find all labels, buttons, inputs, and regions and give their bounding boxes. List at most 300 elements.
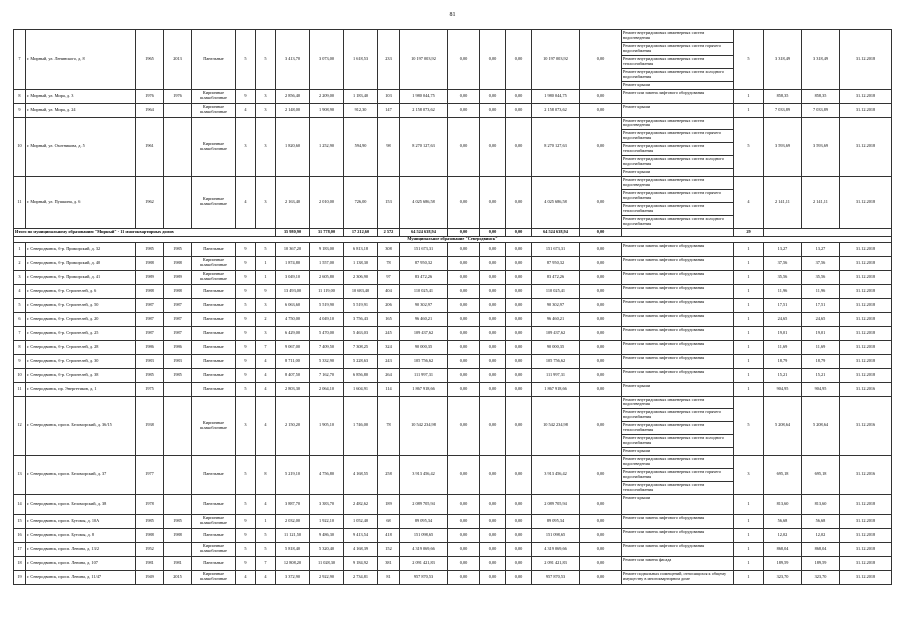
- table-cell: 15,21: [764, 368, 802, 382]
- table-cell: 56,68: [802, 514, 840, 528]
- table-cell: 0,00: [506, 89, 532, 103]
- table-cell: 151 098,65: [532, 528, 580, 542]
- table-cell: Панельные: [192, 284, 236, 298]
- table-cell: 4 049,10: [310, 312, 344, 326]
- table-cell: 0,00: [506, 382, 532, 396]
- table-cell: 19,01: [764, 326, 802, 340]
- table-cell: 7 409,50: [310, 340, 344, 354]
- table-cell: 0,00: [506, 312, 532, 326]
- table-cell: 7: [256, 340, 276, 354]
- table-cell: 8 270 127,63: [532, 117, 580, 177]
- table-cell: 1981: [164, 556, 192, 570]
- table-cell: 1988: [164, 284, 192, 298]
- table-cell: 0,00: [448, 556, 480, 570]
- works-cell: [622, 30, 734, 90]
- work-item: Ремонт внутридомовых инженерных систем водоотведения: [622, 456, 733, 469]
- table-cell: Кирпичные шлакоблочные: [192, 396, 236, 456]
- table-cell: 5 208,64: [764, 396, 802, 456]
- table-cell: 0,00: [580, 340, 622, 354]
- work-item: Ремонт крыши: [623, 103, 651, 109]
- row-number: 7: [14, 326, 26, 340]
- table-cell: 31 778,00: [310, 228, 344, 236]
- table-cell: 10 367,20: [276, 242, 310, 256]
- table-cell: 0,00: [506, 528, 532, 542]
- works-cell: [622, 89, 734, 103]
- table-cell: 31.12.2018: [840, 242, 892, 256]
- table-row: [14, 396, 892, 456]
- works-cell: [622, 177, 734, 229]
- table-cell: 0,00: [580, 228, 622, 236]
- table-row: [14, 542, 892, 556]
- table-cell: 31.12.2016: [840, 382, 892, 396]
- work-item: Ремонт внутридомовых инженерных систем водоотведения: [622, 30, 733, 43]
- table-cell: 4 319 069,66: [532, 542, 580, 556]
- table-cell: 0,00: [448, 256, 480, 270]
- table-cell: 87 950,32: [400, 256, 448, 270]
- table-cell: 0,00: [480, 542, 506, 556]
- table-cell: 4 168,39: [344, 542, 378, 556]
- table-cell: 1988: [136, 256, 164, 270]
- work-item: Ремонт внутридомовых инженерных систем холодного водоснабжения: [622, 69, 733, 82]
- table-cell: 1989: [164, 270, 192, 284]
- table-cell: 912,30: [344, 103, 378, 117]
- table-cell: 2 605,80: [310, 270, 344, 284]
- table-cell: 0,00: [580, 456, 622, 495]
- table-cell: 97: [378, 270, 400, 284]
- work-item: Ремонт крыши: [623, 169, 651, 174]
- table-cell: 0,00: [506, 298, 532, 312]
- table-cell: 1 557,00: [310, 256, 344, 270]
- work-item: Ремонт внутридомовых инженерных систем теплоснабжения: [623, 481, 705, 492]
- table-cell: 0,00: [580, 256, 622, 270]
- table-cell: 4: [236, 570, 256, 584]
- table-cell: Панельные: [192, 382, 236, 396]
- work-item: Ремонт внутридомовых инженерных систем водоотведения: [622, 118, 733, 131]
- table-cell: 9: [236, 89, 256, 103]
- address-cell: г. Северодвинск, просп. Бутомы, д. 8: [26, 528, 136, 542]
- table-cell: 813,60: [764, 494, 802, 514]
- address-cell: г. Мирный, ул. Пушкина, д. 6: [26, 177, 136, 229]
- table-cell: 418: [378, 528, 400, 542]
- table-cell: 0,00: [480, 528, 506, 542]
- table-cell: 0,00: [506, 270, 532, 284]
- table-cell: 0,00: [580, 570, 622, 584]
- table-cell: 1961: [136, 117, 164, 177]
- table-cell: 78: [378, 256, 400, 270]
- row-number: 12: [14, 396, 26, 456]
- table-cell: 0,00: [480, 284, 506, 298]
- works-cell: [622, 368, 734, 382]
- works-cell: [622, 117, 734, 177]
- table-cell: 5: [256, 542, 276, 556]
- row-number: 14: [14, 494, 26, 514]
- table-cell: 11 028,30: [310, 556, 344, 570]
- table-cell: 3 318,49: [802, 30, 840, 90]
- table-cell: 31.12.2018: [840, 514, 892, 528]
- address-cell: г. Северодвинск, б-р. Строителей, д. 50: [26, 298, 136, 312]
- table-cell: 1987: [164, 298, 192, 312]
- address-cell: г. Северодвинск, б-р. Приморский, д. 32: [26, 242, 136, 256]
- table-cell: 31.12.2018: [840, 312, 892, 326]
- table-cell: 18,79: [764, 354, 802, 368]
- table-cell: 308: [378, 242, 400, 256]
- table-cell: 56,68: [764, 514, 802, 528]
- table-cell: 9 184,92: [344, 556, 378, 570]
- table-cell: 9: [236, 256, 256, 270]
- table-cell: 4: [256, 368, 276, 382]
- table-cell: 243: [378, 354, 400, 368]
- table-cell: 2 064,10: [310, 382, 344, 396]
- table-cell: 9: [236, 368, 256, 382]
- table-cell: 858,35: [764, 89, 802, 103]
- table-cell: 1952: [136, 542, 164, 556]
- table-cell: 5 208,64: [802, 396, 840, 456]
- table-cell: 9: [236, 528, 256, 542]
- work-item: Ремонт или замена лифтового оборудования: [623, 340, 705, 346]
- table-cell: 1976: [136, 89, 164, 103]
- table-cell: 110 025,41: [400, 284, 448, 298]
- table-cell: Кирпичные шлакоблочные: [192, 177, 236, 229]
- table-cell: 0,00: [448, 396, 480, 456]
- table-cell: 1 874,80: [276, 256, 310, 270]
- section-title: Муниципальное образование "Северодвинск": [14, 236, 892, 242]
- table-cell: Панельные: [192, 242, 236, 256]
- table-cell: 9 486,30: [310, 528, 344, 542]
- table-row: [14, 312, 892, 326]
- table-cell: 0,00: [448, 30, 480, 90]
- row-number: 8: [14, 89, 26, 103]
- table-cell: 2 010,00: [310, 177, 344, 229]
- table-cell: 0,00: [580, 312, 622, 326]
- table-cell: 11,96: [764, 284, 802, 298]
- table-cell: 0,00: [506, 570, 532, 584]
- table-cell: 6 063,60: [276, 298, 310, 312]
- table-cell: 5 228,63: [344, 354, 378, 368]
- table-cell: 0,00: [448, 284, 480, 298]
- table-cell: 152: [378, 542, 400, 556]
- table-cell: 31.12.2018: [840, 570, 892, 584]
- table-cell: 5: [236, 30, 256, 90]
- table-cell: 1 820,60: [276, 117, 310, 177]
- table-cell: 3 593,69: [802, 117, 840, 177]
- table-cell: 5: [236, 542, 256, 556]
- table-cell: 4: [256, 354, 276, 368]
- table-cell: 1988: [164, 528, 192, 542]
- row-number: 6: [14, 312, 26, 326]
- table-cell: 9: [236, 270, 256, 284]
- table-row: [14, 270, 892, 284]
- table-cell: 15,21: [802, 368, 840, 382]
- table-cell: 1 604,91: [344, 382, 378, 396]
- table-cell: 9: [236, 514, 256, 528]
- table-cell: 1: [256, 256, 276, 270]
- table-cell: 2 141,11: [764, 177, 802, 229]
- table-cell: 1: [256, 514, 276, 528]
- table-cell: 90 000,35: [532, 340, 580, 354]
- table-cell: 0,00: [448, 326, 480, 340]
- row-number: 3: [14, 270, 26, 284]
- table-cell: Кирпичные шлакоблочные: [192, 270, 236, 284]
- table-cell: 0,00: [580, 382, 622, 396]
- subtotal-row: [14, 228, 892, 236]
- table-cell: [164, 117, 192, 177]
- table-row: [14, 456, 892, 495]
- table-cell: 0,00: [448, 117, 480, 177]
- table-cell: 7 308,25: [344, 340, 378, 354]
- table-cell: 1: [734, 312, 764, 326]
- table-cell: 1 905,10: [310, 396, 344, 456]
- table-cell: 1965: [136, 30, 164, 90]
- table-cell: [164, 177, 192, 229]
- address-cell: г. Мирный, ул. Ленинского, д. 8: [26, 30, 136, 90]
- address-cell: г. Северодвинск, просп. Ленина, д. 13/2: [26, 542, 136, 556]
- address-cell: г. Северодвинск, б-р. Строителей, д. 20: [26, 312, 136, 326]
- works-cell: [622, 396, 734, 456]
- table-cell: 0,00: [506, 242, 532, 256]
- table-cell: 1983: [164, 354, 192, 368]
- works-cell: [622, 570, 734, 584]
- page-number: 81: [449, 12, 456, 18]
- table-cell: 37,56: [802, 256, 840, 270]
- table-cell: 2013: [164, 30, 192, 90]
- table-cell: Панельные: [192, 298, 236, 312]
- table-cell: 0,00: [480, 242, 506, 256]
- table-cell: 31.12.2018: [840, 556, 892, 570]
- works-cell: [622, 542, 734, 556]
- table-cell: 19,01: [802, 326, 840, 340]
- table-cell: 1 618,53: [344, 30, 378, 90]
- table-cell: 1 138,30: [344, 256, 378, 270]
- table-cell: 3: [236, 396, 256, 456]
- table-cell: 9: [236, 242, 256, 256]
- table-cell: 1989: [136, 270, 164, 284]
- address-cell: г. Северодвинск, б-р. Строителей, д. 30: [26, 354, 136, 368]
- works-cell: [622, 270, 734, 284]
- table-cell: 8: [256, 456, 276, 495]
- table-cell: 1 980 044,75: [400, 89, 448, 103]
- row-number: 4: [14, 284, 26, 298]
- table-cell: 1985: [136, 368, 164, 382]
- table-cell: 1: [734, 298, 764, 312]
- table-row: [14, 89, 892, 103]
- table-cell: 0,00: [580, 556, 622, 570]
- table-cell: 0,00: [580, 177, 622, 229]
- table-cell: [164, 396, 192, 456]
- subtotal-label: Итого по муниципальному образованию "Мирный" - 11 многоквартирных домов: [14, 228, 276, 236]
- works-cell: [622, 284, 734, 298]
- table-cell: 868,04: [802, 542, 840, 556]
- table-row: [14, 368, 892, 382]
- table-cell: 0,00: [448, 514, 480, 528]
- table-cell: 0,00: [506, 284, 532, 298]
- table-row: [14, 570, 892, 584]
- table-cell: 0,00: [580, 368, 622, 382]
- address-cell: г. Северодвинск, просп. Ленина, д. 107: [26, 556, 136, 570]
- table-cell: 4 025 686,58: [400, 177, 448, 229]
- table-cell: 0,00: [480, 298, 506, 312]
- table-cell: 189: [378, 494, 400, 514]
- housing-repair-table: [13, 29, 892, 585]
- table-cell: 2 856,40: [276, 89, 310, 103]
- table-row: [14, 256, 892, 270]
- table-cell: 9: [256, 284, 276, 298]
- table-cell: 3: [256, 298, 276, 312]
- table-cell: 4: [256, 382, 276, 396]
- table-cell: 0,00: [506, 30, 532, 90]
- table-cell: 6 813,18: [344, 242, 378, 256]
- table-cell: 83 472,26: [400, 270, 448, 284]
- table-cell: 9: [236, 556, 256, 570]
- table-cell: 0,00: [506, 340, 532, 354]
- table-cell: 1976: [164, 89, 192, 103]
- table-cell: 90 000,35: [400, 340, 448, 354]
- table-cell: 31.12.2018: [840, 284, 892, 298]
- table-cell: 12,02: [764, 528, 802, 542]
- table-cell: 110 025,41: [532, 284, 580, 298]
- table-cell: 89 095,34: [532, 514, 580, 528]
- table-cell: 165: [378, 312, 400, 326]
- table-cell: 13,27: [802, 242, 840, 256]
- table-cell: 1 183,40: [344, 89, 378, 103]
- table-cell: Кирпичные шлакоблочные: [192, 89, 236, 103]
- table-cell: 1 052,40: [344, 514, 378, 528]
- table-cell: 105 756,62: [400, 354, 448, 368]
- work-item: Ремонт или замена фасада: [623, 556, 672, 562]
- works-cell: [622, 354, 734, 368]
- row-number: 13: [14, 456, 26, 495]
- table-row: [14, 103, 892, 117]
- table-cell: 13 493,00: [276, 284, 310, 298]
- table-cell: 0,00: [506, 117, 532, 177]
- table-cell: 7 162,70: [310, 368, 344, 382]
- table-cell: 2 089 705,94: [532, 494, 580, 514]
- table-cell: 3 887,70: [276, 494, 310, 514]
- table-cell: Панельные: [192, 354, 236, 368]
- table-cell: 0,00: [448, 298, 480, 312]
- table-cell: 4: [256, 570, 276, 584]
- table-cell: 0,00: [480, 494, 506, 514]
- table-cell: [164, 103, 192, 117]
- row-number: 8: [14, 340, 26, 354]
- table-cell: [164, 382, 192, 396]
- table-cell: 151 673,31: [532, 242, 580, 256]
- table-cell: 1938: [136, 396, 164, 456]
- address-cell: г. Северодвинск, просп. Беломорский, д. 36/15: [26, 396, 136, 456]
- table-cell: 64 524 638,94: [400, 228, 448, 236]
- table-cell: 3 318,49: [764, 30, 802, 90]
- table-cell: 957 870,53: [532, 570, 580, 584]
- table-cell: Панельные: [192, 340, 236, 354]
- work-item: Ремонт внутридомовых инженерных систем горячего водоснабжения: [622, 409, 733, 422]
- table-cell: 114: [378, 382, 400, 396]
- work-item: Ремонт внутридомовых инженерных систем теплоснабжения: [622, 143, 733, 156]
- table-cell: 1977: [136, 456, 164, 495]
- table-cell: 4: [236, 177, 256, 229]
- table-row: [14, 298, 892, 312]
- table-cell: 3 913 456,42: [400, 456, 448, 495]
- table-cell: 31.12.2018: [840, 326, 892, 340]
- address-cell: г. Северодвинск, пр. Энергетиков, д. 1: [26, 382, 136, 396]
- address-cell: г. Мирный, ул. Охотникова, д. 5: [26, 117, 136, 177]
- table-cell: 0,00: [506, 177, 532, 229]
- table-cell: 8 711,00: [276, 354, 310, 368]
- table-cell: 31.12.2016: [840, 456, 892, 495]
- table-cell: 0,00: [448, 228, 480, 236]
- table-cell: 1 980 044,75: [532, 89, 580, 103]
- table-cell: 264: [378, 368, 400, 382]
- table-cell: 2 922,90: [310, 570, 344, 584]
- table-cell: 31.12.2018: [840, 89, 892, 103]
- table-cell: 83 472,26: [532, 270, 580, 284]
- table-cell: 0,00: [448, 542, 480, 556]
- table-cell: 7: [256, 556, 276, 570]
- table-cell: Панельные: [192, 368, 236, 382]
- table-cell: 2 141,11: [802, 177, 840, 229]
- table-cell: [164, 494, 192, 514]
- table-cell: 0,00: [448, 177, 480, 229]
- work-item: Ремонт или замена лифтового оборудования: [623, 354, 705, 360]
- works-cell: [622, 312, 734, 326]
- table-cell: 5: [256, 242, 276, 256]
- table-cell: 0,00: [480, 30, 506, 90]
- table-cell: 111 997,31: [532, 368, 580, 382]
- table-row: [14, 382, 892, 396]
- row-number: 11: [14, 177, 26, 229]
- table-cell: 5 470,00: [310, 326, 344, 340]
- work-item: Ремонт или замена лифтового оборудования: [623, 256, 705, 262]
- work-item: Ремонт или замена лифтового оборудования: [623, 312, 705, 318]
- table-cell: 1988: [164, 256, 192, 270]
- table-cell: [164, 542, 192, 556]
- works-cell: [622, 556, 734, 570]
- table-cell: 1: [734, 528, 764, 542]
- table-cell: 6 429,00: [276, 326, 310, 340]
- table-cell: 904,95: [764, 382, 802, 396]
- table-cell: 109 437,62: [400, 326, 448, 340]
- table-cell: 17,51: [764, 298, 802, 312]
- table-cell: 1988: [136, 284, 164, 298]
- subtotal-count: 29: [734, 228, 764, 236]
- row-number: 15: [14, 514, 26, 528]
- table-cell: 31.12.2018: [840, 354, 892, 368]
- table-cell: 31.12.2018: [840, 270, 892, 284]
- work-item: Ремонт крыши: [623, 382, 651, 388]
- empty-cell: [764, 228, 892, 236]
- table-cell: 2 158 073,62: [400, 103, 448, 117]
- row-number: 19: [14, 570, 26, 584]
- table-cell: 189,59: [802, 556, 840, 570]
- table-cell: 0,00: [480, 514, 506, 528]
- work-item: Ремонт внутридомовых инженерных систем холодного водоснабжения: [623, 215, 725, 226]
- table-cell: 1985: [164, 514, 192, 528]
- table-cell: 10 542 234,98: [532, 396, 580, 456]
- table-cell: 0,00: [580, 270, 622, 284]
- table-cell: 0,00: [448, 103, 480, 117]
- work-item: Ремонт внутридомовых инженерных систем холодного водоснабжения: [622, 156, 733, 169]
- address-cell: г. Северодвинск, просп. Ленина, д. 11/47: [26, 570, 136, 584]
- table-cell: 0,00: [506, 556, 532, 570]
- table-cell: 1: [734, 570, 764, 584]
- address-cell: г. Северодвинск, просп. Беломорский, д. 38: [26, 494, 136, 514]
- works-cell: [622, 340, 734, 354]
- table-cell: 9 183,00: [310, 242, 344, 256]
- table-cell: 0,00: [480, 312, 506, 326]
- table-cell: 323,70: [802, 570, 840, 584]
- table-cell: 35,56: [802, 270, 840, 284]
- table-cell: 1962: [136, 177, 164, 229]
- table-cell: 1: [734, 89, 764, 103]
- table-cell: 1: [734, 542, 764, 556]
